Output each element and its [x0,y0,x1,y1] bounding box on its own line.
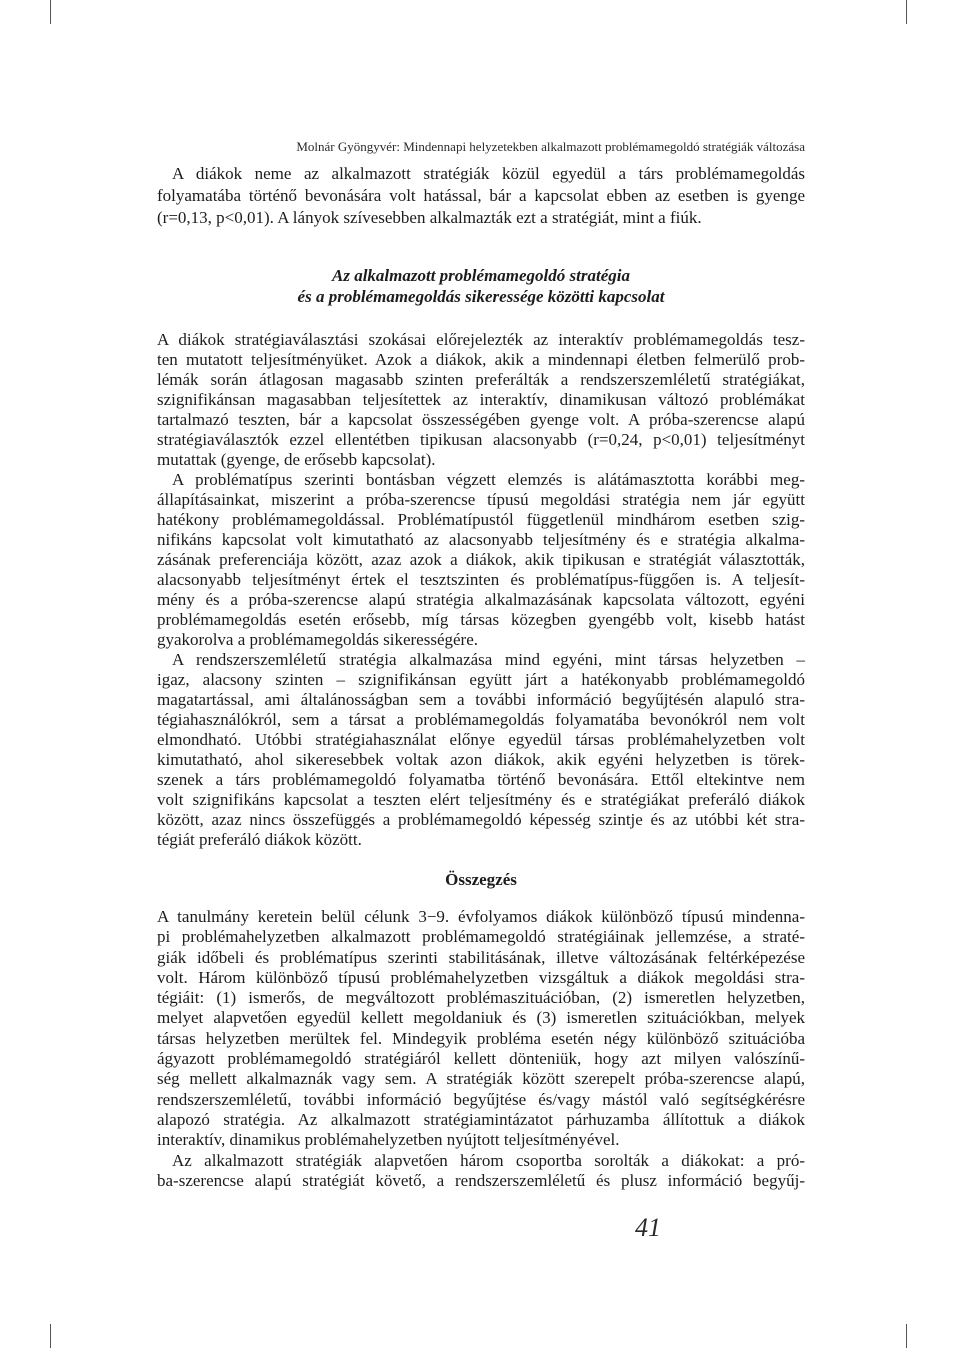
section-heading-line: és a problémamegoldás sikeressége közötti kapcsolat [297,287,665,306]
running-header: Molnár Gyöngyvér: Mindennapi helyzetekben alkalmazott problémamegoldó stratégiák változása [296,139,805,154]
text-line: kimutatható, ahol sikeresebbek voltak azon diákok, akik egyéni helyzetben is törek- [157,750,805,769]
text-line: pi problémahelyzetben alkalmazott problémamegoldó stratégiáinak jellemzése, a straté- [157,927,805,947]
page-number: 41 [635,1213,661,1242]
text-line: A diákok stratégiaválasztási szokásai előrejelezték az interaktív problémamegoldás tesz- [157,330,805,349]
text-line: rendszerszemléletű, további információ begyűjtése és/vagy mástól való segítségkérésre [157,1089,805,1109]
text-line: A problématípus szerinti bontásban végzett elemzés is alátámasztotta korábbi meg- [172,470,805,489]
paragraph [157,163,805,229]
paragraph [157,330,805,470]
text-line: alapozó stratégia. Az alkalmazott stratégiamintázatot párhuzamba állítottuk a diákok [157,1109,805,1129]
text-line: tartalmazó teszten, bár a kapcsolat összességében gyenge volt. A próba-szerencse alapú [157,410,805,429]
text-line: tégiát preferáló diákok között. [157,830,362,849]
text-line: ba-szerencse alapú stratégiát követő, a rendszerszemléletű és plusz információ begyűj- [157,1170,805,1190]
text-line: folyamatába történő bevonására volt hatással, bár a kapcsolat ebben az esetben is gyenge [157,186,805,205]
text-line: szignifikánsan magasabban teljesítettek az interaktív, dinamikusan változó problémákat [157,390,805,409]
crop-mark [906,1324,907,1348]
text-line: ség mellett alkalmaznák vagy sem. A stratégiák között szerepelt próba-szerencse alapú, [157,1069,805,1089]
text-line: mény és a próba-szerencse alapú stratégia alkalmazásának kapcsolata változott, egyéni [157,590,805,609]
crop-mark [50,0,51,24]
text-line: ágyazott problémamegoldó stratégiáról kellett dönteniük, hogy azt milyen valószínű- [157,1049,805,1069]
text-line: melyet alapvetően egyedül kellett megoldaniuk és (3) ismeretlen szituációkban, melyek [157,1008,805,1028]
section-heading [157,265,805,307]
text-line: volt. Három különböző típusú problémahelyzetben vizsgáltuk a diákok megoldási stra- [157,967,805,987]
paragraph [157,907,805,1151]
text-line: tégiáit: (1) ismerős, de megváltozott problémaszituációban, (2) ismeretlen helyzetben, [157,988,805,1008]
text-line: szenek a társ problémamegoldó folyamatba történő bevonására. Ettől eltekintve nem [157,770,805,789]
text-line: magatartással, ami általánosságban sem a további információ begyűjtésén alapuló stra- [157,690,805,709]
paragraph [157,650,805,850]
text-line: A diákok neme az alkalmazott stratégiák közül egyedül a társ problémamegoldás [172,164,805,183]
text-line: mutattak (gyenge, de erősebb kapcsolat). [157,450,436,469]
text-line: ten mutatott teljesítményüket. Azok a diákok, akik a mindennapi életben felmerülő prob- [157,350,805,369]
text-line: gyakorolva a problémamegoldás sikerességére. [157,630,478,649]
text-line: lémák során átlagosan magasabb szinten preferálták a rendszerszemléletű stratégiákat, [157,370,805,389]
section-heading-line: Az alkalmazott problémamegoldó stratégia [332,266,630,285]
text-line: hatékony problémamegoldással. Problématípustól függetlenül mindhárom esetben szig- [157,510,805,529]
text-line: stratégiaválasztók ezzel ellentétben tipikusan alacsonyabb (r=0,24, p<0,01) teljesítményt [157,430,805,449]
section-body [157,330,805,850]
text-line: elmondható. Utóbbi stratégiahasználat előnye egyedül társas problémahelyzetben volt [157,730,805,749]
text-line: zásának preferenciája között, azaz azok a diákok, akik tipikusan e stratégiát választották, [157,550,805,569]
text-line: interaktív, dinamikus problémahelyzetben nyújtott teljesítményével. [157,1130,620,1150]
text-line: társas helyzetben merültek fel. Mindegyik probléma esetén négy különböző szituációba [157,1028,805,1048]
text-line: (r=0,13, p<0,01). A lányok szívesebben alkalmazták ezt a stratégiát, mint a fiúk. [157,208,702,227]
paragraph [157,1151,805,1192]
section-heading: Összegzés [445,870,517,889]
text-line: A tanulmány keretein belül célunk 3−9. évfolyamos diákok különböző típusú mindenna- [157,907,805,926]
crop-mark [906,0,907,24]
text-line: Az alkalmazott stratégiák alapvetően három csoportba sorolták a diákokat: a pró- [172,1150,805,1170]
text-line: A rendszerszemléletű stratégia alkalmazása mind egyéni, mint társas helyzetben – [172,650,805,669]
paragraph [157,470,805,650]
text-line: volt szignifikáns kapcsolat a teszten elért teljesítmény és e stratégiákat preferáló diákok [157,790,805,809]
text-line: igaz, alacsony szinten – szignifikánsan együtt járt a hatékonyabb problémamegoldó [157,670,805,689]
text-line: problémamegoldás esetén erősebb, míg társas közegben gyengébb volt, kisebb hatást [157,610,805,629]
text-line: állapításainkat, miszerint a próba-szerencse típusú megoldási stratégia nem jár együtt [157,490,805,509]
text-line: nifikáns kapcsolat volt kimutatható az alacsonyabb teljesítmény és e stratégia alkalma- [157,530,805,549]
text-line: tégiahasználókról, sem a társat a problémamegoldás folyamatába bevonókról nem volt [157,710,805,729]
text-line: giák időbeli és problématípus szerinti stabilitásának, illetve változásának feltérképezése [157,947,805,967]
crop-mark [50,1324,51,1348]
text-line: között, azaz nincs összefüggés a problémamegoldó képesség szintje és az utóbbi két stra- [157,810,805,829]
text-line: alacsonyabb teljesítményt értek el tesztszinten és problématípus-függően is. A teljesít- [157,570,805,589]
section-body [157,907,805,1191]
